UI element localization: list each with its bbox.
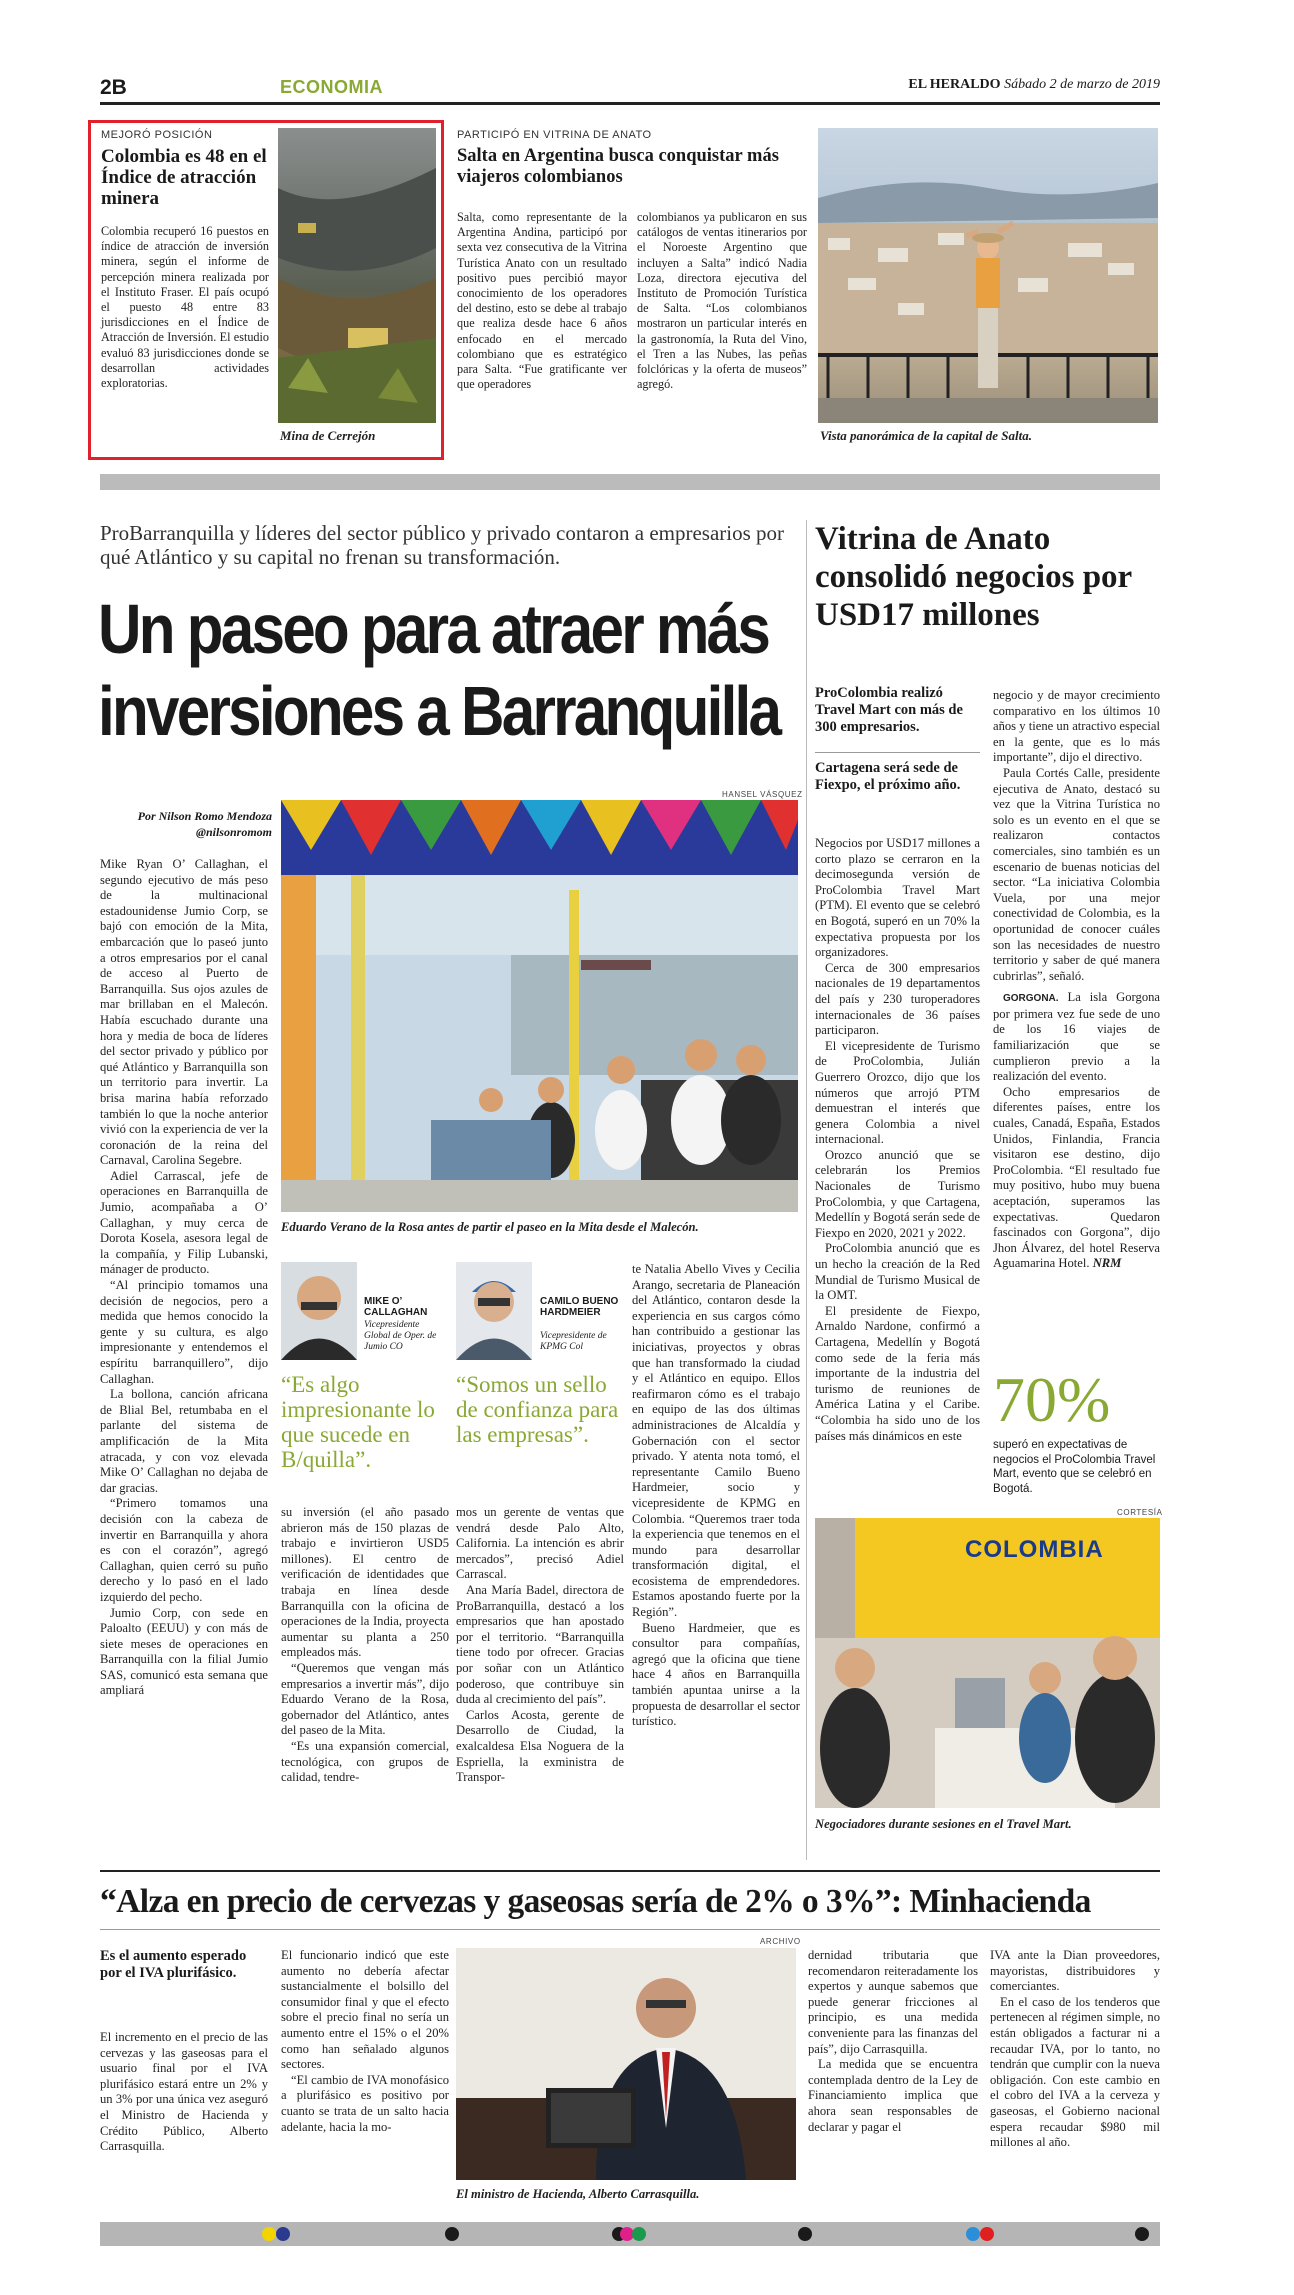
salta-photo — [818, 128, 1158, 423]
profile1-role: Vicepresidente Global de Oper. de Jumio CO — [364, 1320, 437, 1352]
side-col1-p4: Orozco anunció que se celebrarán los Premios Nacionales de Turismo ProColombia, y que Cartagena, Medellín y Bogotá serán sede de Fiexpo en 2020, 2021 y 2022. — [815, 1147, 980, 1240]
bottom-top-rule — [100, 1870, 1160, 1872]
stat-text: superó en expectativas de negocios el ProColombia Travel Mart, evento que se celebró en Bogotá. — [993, 1439, 1156, 1495]
paper-name: EL HERALDO — [908, 77, 1001, 92]
top-divider-bar — [100, 474, 1160, 490]
bottom-sub: Es el aumento esperado por el IVA plurifásico. — [100, 1948, 247, 1981]
main-col4-p1: te Natalia Abello Vives y Cecilia Arango, secretaria de Planeación del Atlántico, contaron desde la experiencia en sus cargos cómo han contribuido a gestionar las iniciativas, proyectos y obras que han transformado la ciudad y el Atlántico en equipo. Ellos reafirmaron cómo es el trabajo en equipo de las dos últimas administraciones de Alcaldía y Gobernación con el sector privado. Y atenta nota tomó, el representante Camilo Bueno Hardmeier, socio y vicepresidente de KPMG en Colombia. “Queremos traer toda la experiencia que tenemos en el mundo para desarrollar transformación digital, el ecosistema de emprendedores. Estamos apostando fuerte por la Región”. — [632, 1262, 800, 1620]
side-col2-p2: Paula Cortés Calle, presidente ejecutiva de Anato, destacó su vez que la Vitrina Turística no solo es un evento en el que se realizaron contactos comerciales, sino también es un escenario de buenas noticias del sector. “La iniciativa Colombia Vuela, por una mejor conectividad de Colombia, es la oportunidad de conocer cuáles son las necesidades de nuestro territorio y saber de qué manera cubrirlas”, señaló. — [993, 765, 1160, 983]
side-headline: Vitrina de Anato consolidó negocios por USD17 millones — [815, 521, 1132, 633]
main-col3-p1: mos un gerente de ventas que vendrá desde Palo Alto, California. La intención es abrir mercados”, precisó Adiel Carrascal. — [456, 1505, 624, 1582]
page-number: 2B — [100, 76, 127, 99]
section-label: ECONOMIA — [280, 77, 383, 97]
bottom-col4-p2: En el caso de los tenderos que pertenecen al régimen simple, no están obligados a facturar ni a recaudar IVA, por lo tanto, no tendrán que cumplir con la nueva obligación. Con este cambio en el cobro del IVA a la cerveza y gaseosas, el Gobierno nacional espera recaudar $980 mil millones al año. — [990, 1994, 1160, 2150]
bottom-photo-caption: El ministro de Hacienda, Alberto Carrasquilla. — [456, 2187, 700, 2201]
side-sub-rule — [815, 752, 980, 753]
side-col2 — [993, 688, 1160, 1272]
main-col4 — [632, 1262, 800, 1730]
mine-photo — [278, 128, 436, 423]
boat-photo — [281, 800, 798, 1212]
bottom-col4 — [990, 1948, 1160, 2151]
registration-dot-yellow — [262, 2227, 276, 2241]
main-col3-p2: Ana María Badel, directora de ProBarranquilla, destacó a los empresarios que han apostado por el territorio. “Barranquilla tiene todo por ofrecer. Gracias por soñar con un Atlántico poderoso, que contribuye sin duda al crecimiento del país”. — [456, 1582, 624, 1707]
story2-col1: Salta, como representante de la Argentina Andina, participó por sexta vez consecutiva de la Vitrina Turística Anato con un resultado positivo pues percibió mayor conocimiento de los operadores del destino, esto se debe al trabajo que realiza desde hace 6 años enfocado en el mercado colombiano que es estratégico para Salta. “Fue gratificante ver que operadores — [457, 210, 627, 392]
story1-body: Colombia recuperó 16 puestos en índice de atracción de inversión minera, según el informe de percepción minera realizada por el Instituto Fraser. El país ocupó el puesto 48 entre 83 jurisdicciones en el Índice de Atracción de Inversión. El estudio evaluó 83 jurisdicciones donde se desarrollan actividades exploratorias. — [101, 224, 269, 391]
main-col1-p5: “Primero tomamos una decisión con la cabeza de invertir en Barranquilla y ahora es con el corazón”, agregó Callaghan, quien cerró su puño derecho y lo pasó en el lado izquierdo del pecho. — [100, 1496, 268, 1604]
registration-dot-cyan — [980, 2227, 994, 2241]
main-col1 — [100, 857, 268, 1699]
side-col2-p1: negocio y de mayor crecimiento comparativo en los últimos 10 años y tiene un atractivo especial en la gente, que es lo más importante”, dijo el directivo. — [993, 688, 1160, 765]
story2-col2: colombianos ya publicaron en sus catálogos de ventas itinerarios por el Noroeste Argentino que incluyen a Salta” indicó Nadia Loza, directora ejecutiva del Instituto de Promoción Turística de Salta. “Los colombianos mostraron un particular interés en la gastronomía, la Ruta del Vino, el Tren a las Nubes, las peñas folclóricas y la oferta de museos” agregó. — [637, 210, 807, 392]
main-col2 — [281, 1505, 449, 1786]
main-col3 — [456, 1505, 624, 1786]
main-vertical-rule — [806, 520, 807, 1860]
profile2-role: Vicepresidente de KPMG Col — [540, 1331, 607, 1352]
profile2-photo — [456, 1262, 532, 1360]
main-col1-p3: “Al principio tomamos una decisión de negocios, pero a medida que hemos conocido la gente y su cultura, es algo impresionante y entendemos el espíritu barranquillero”, dijo Callaghan. — [100, 1278, 268, 1386]
side-signature: NRM — [1092, 1256, 1122, 1271]
salta-illustration — [818, 128, 1158, 423]
story1-headline: Colombia es 48 en el Índice de atracción minera — [101, 146, 267, 209]
bottom-col2-p1: El funcionario indicó que este aumento no debería afectar sustancialmente el bolsillo del consumidor final y que el efecto sobre el precio final no sería un aumento entre el 15% o el 20% como han señalado algunos sectores. — [281, 1948, 449, 2072]
main-col2-p3: “Es una expansión comercial, tecnológica, con grupos de calidad, tendre- — [281, 1738, 449, 1785]
story2-kicker: PARTICIPÓ EN VITRINA DE ANATO — [457, 129, 652, 141]
quote2: “Somos un sello de confianza para las empresas”. — [456, 1372, 619, 1447]
minister-illustration — [456, 1948, 796, 2180]
mine-illustration — [278, 128, 436, 423]
quote1: “Es algo impresionante lo que sucede en B/quilla”. — [281, 1372, 435, 1472]
registration-dot-black-3 — [798, 2227, 812, 2241]
main-col2-p1: su inversión (el año pasado abrieron más de 150 plazas de trabajo e invirtieron USD5 millones). El centro de verificación de identidades que trabaja en línea desde Barranquilla con la oficina de operaciones de la India, proyecta aumentar su planta a 250 empleados más. — [281, 1505, 449, 1660]
travelmart-photo — [815, 1518, 1160, 1808]
bottom-headline-rule — [100, 1929, 1160, 1930]
side-photo-caption: Negociadores durante sesiones en el Travel Mart. — [815, 1817, 1072, 1831]
side-gorgona — [993, 990, 1160, 1085]
bottom-col4-p1: IVA ante la Dian proveedores, mayoristas, distribuidores y comerciantes. — [990, 1948, 1160, 1994]
side-sub1: ProColombia realizó Travel Mart con más de 300 empresarios. — [815, 685, 963, 735]
main-col1-p2: Adiel Carrascal, jefe de operaciones en Barranquilla de Jumio, acompañaba a O’ Callaghan, y muy cerca de Dorota Kosela, asesora legal de la compañía, y Filip Lubanski, mánager de producto. — [100, 1168, 268, 1277]
side-col1-p6: El presidente de Fiexpo, Arnaldo Nardone, confirmó a Cartagena, Medellín y Bogotá como sede de la feria más importante de la industria del turismo de reuniones de América Latina y el Caribe. “Colombia ha sido uno de los países más dinámicos en este — [815, 1303, 980, 1443]
masthead-date — [908, 77, 1160, 93]
side-col1-p1: Negocios por USD17 millones a corto plazo se cerraron en la decimosegunda versión de ProColombia Travel Mart (PTM). El evento que se celebró en Bogotá, superó en un 70% la expectativa propuesta por los organizadores. — [815, 836, 980, 960]
main-deck: ProBarranquilla y líderes del sector público y privado contaron a empresarios por qué Atlántico y su capital no frenan su transformación. — [100, 521, 785, 569]
bottom-col3-p2: La medida que se encuentra contemplada dentro de la Ley de Financiamiento implica que ahora sean responsables de declarar y pagar el — [808, 2057, 978, 2134]
date: Sábado 2 de marzo de 2019 — [1004, 77, 1160, 92]
side-col2-end-text: Ocho empresarios de diferentes países, entre los cuales, Canadá, España, Estados Unidos, Finlandia, Francia visitaron ese destino, dijo ProColombia. “El resultado fue muy positivo, hubo muy buena aceptación, superamos las expectativas. Quedaron fascinados con Gorgona”, dijo Jhon Álvarez, del hotel Reserva Aguamarina Hotel. — [993, 1084, 1160, 1271]
story1-kicker: MEJORÓ POSICIÓN — [101, 129, 213, 141]
main-col1-p4: La bollona, canción africana de Blial Bel, retumbaba en el parlante del sistema de amplificación de la Mita atracada, y con voz elevada Mike O’ Callaghan no dejaba de dar gracias. — [100, 1387, 268, 1495]
side-col1-p5: ProColombia anunció que es un hecho la creación de la Red Mundial de Turismo Musical de la OMT. — [815, 1241, 980, 1303]
byline-handle: @nilsonromom — [195, 825, 272, 839]
bottom-col2 — [281, 1948, 449, 2135]
gorgona-lead: GORGONA. — [1003, 993, 1059, 1005]
side-col1-p2: Cerca de 300 empresarios nacionales de 19 departamentos del país y 230 turoperadores internacionales de 36 países participaron. — [815, 960, 980, 1038]
main-col1-p6: Jumio Corp, con sede en Paloalto (EEUU) y con más de siete meses de operaciones en Barranquilla con la filial Jumio SAS, comunicó esta semana que ampliará — [100, 1605, 268, 1698]
side-sub2: Cartagena será sede de Fiexpo, el próximo año. — [815, 760, 961, 793]
side-col1-p3: El vicepresidente de Turismo de ProColombia, Julián Guerrero Orozco, dijo que los números que arrojó PTM demuestran el interés que genera Colombia a nivel internacional. — [815, 1038, 980, 1147]
stat-value: 70% — [993, 1364, 1111, 1435]
bottom-col3-p1: dernidad tributaria que recomendaron reiteradamente los expertos y aunque sabemos que puede generar fricciones al principio, es una medida conveniente para las finanzas del país”, dijo Carrasquilla. — [808, 1948, 978, 2056]
travelmart-banner: COLOMBIA — [965, 1536, 1104, 1563]
registration-dot-red — [966, 2227, 980, 2241]
profile1-illustration — [281, 1262, 357, 1360]
story2-headline: Salta en Argentina busca conquistar más viajeros colombianos — [457, 146, 779, 187]
boat-illustration — [281, 800, 798, 1212]
story1-photo-caption: Mina de Cerrejón — [280, 428, 376, 443]
main-photo-caption: Eduardo Verano de la Rosa antes de partir el paseo en la Mita desde el Malecón. — [281, 1220, 699, 1234]
side-photo-credit: CORTESÍA — [1117, 1508, 1163, 1517]
main-col2-p2: “Queremos que vengan más empresarios a invertir más”, dijo Eduardo Verano de la Rosa, gobernador del Atlántico, antes del paseo de la Mita. — [281, 1660, 449, 1738]
bottom-col3 — [808, 1948, 978, 2135]
registration-dot-green — [632, 2227, 646, 2241]
registration-dot-black-1 — [445, 2227, 459, 2241]
profile2-illustration — [456, 1262, 532, 1360]
bottom-lead: El incremento en el precio de las cervezas y las gaseosas para el usuario final por el IVA plurifásico estará entre un 2% y un 3% por una única vez aseguró el Ministro de Hacienda y Crédito Público, Alberto Carrasquilla. — [100, 2030, 268, 2154]
header-rule — [100, 102, 1160, 105]
story2-photo-caption: Vista panorámica de la capital de Salta. — [820, 428, 1032, 443]
byline-author: Por Nilson Romo Mendoza — [137, 809, 272, 823]
byline — [104, 808, 272, 840]
profile1-photo — [281, 1262, 357, 1360]
gorgona-text: La isla Gorgona por primera vez fue sede de uno de los 16 viajes de familiarización que se cumplieron previo a la realización del evento. — [993, 990, 1161, 1084]
main-col3-p3: Carlos Acosta, gerente de Desarrollo de Ciudad, la exalcaldesa Elsa Noguera de la Espriella, la exministra de Transpor- — [456, 1707, 624, 1785]
bottom-col2-p2: “El cambio de IVA monofásico a plurifásico es positivo por cuanto se trata de un salto hacia adelante, hacia la mo- — [281, 2072, 449, 2134]
bottom-headline: “Alza en precio de cervezas y gaseosas sería de 2% o 3%”: Minhacienda — [100, 1883, 1091, 1920]
main-photo-credit: HANSEL VÁSQUEZ — [722, 790, 803, 799]
main-col4-p2: Bueno Hardmeier, que es consultor para compañías, agregó que la oficina que tiene hace 4 años en Barranquilla también apuntaa unirse a la propuesta de desarrollar el sector turístico. — [632, 1620, 800, 1729]
profile1-name: MIKE O’ CALLAGHAN — [364, 1296, 428, 1318]
registration-dot-blue — [276, 2227, 290, 2241]
bottom-photo-credit: ARCHIVO — [760, 1937, 801, 1946]
registration-dot-black-4 — [1135, 2227, 1149, 2241]
side-col2-end — [993, 1085, 1160, 1272]
minister-photo — [456, 1948, 796, 2180]
profile2-name: CAMILO BUENO HARDMEIER — [540, 1296, 619, 1318]
main-col1-p1: Mike Ryan O’ Callaghan, el segundo ejecutivo de más peso de la multinacional estadounidense Jumio Corp, se bajó con emoción de la Mita, embarcación que lo paseó junto a otros empresarios por el canal de acceso al Puerto de Barranquilla. Sus ojos azules de mar brillaban en el Malecón. Había escuchado durante una hora y media de boca de líderes del sector privado y público por qué Atlántico y Barranquilla son un territorio para invertir. La brisa marina había reforzado también lo que la noche anterior vivió con la experiencia de ver la coronación de la reina del Carnaval, Carolina Segebre. — [100, 857, 268, 1168]
side-col1 — [815, 836, 980, 1444]
main-headline: Un paseo para atraer más inversiones a Barranquilla — [98, 590, 780, 750]
